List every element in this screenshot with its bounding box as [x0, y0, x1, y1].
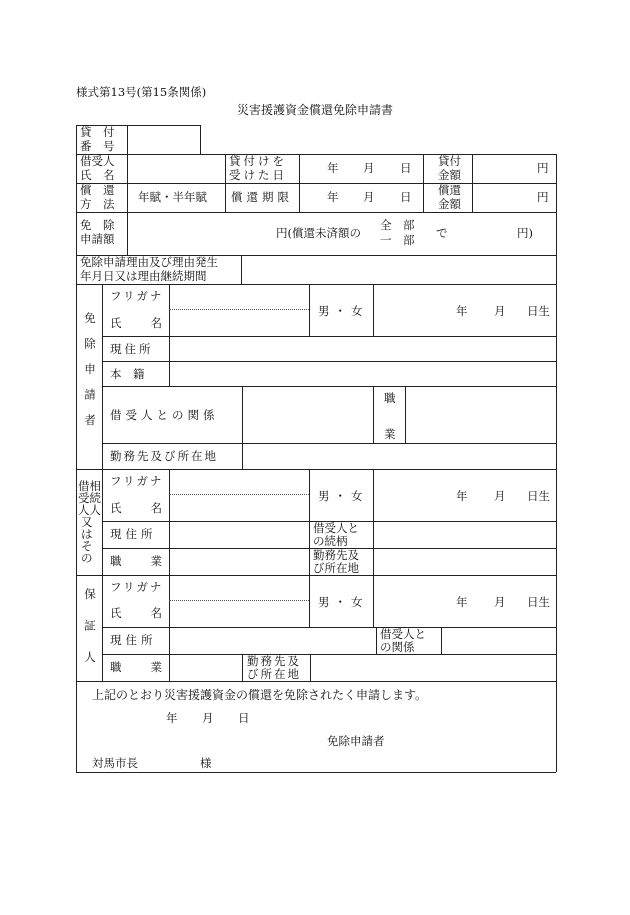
heir-side-6: そ: [81, 539, 93, 553]
heir-workplace-label-2: び所在地: [313, 561, 359, 575]
footer-month: 月: [202, 711, 214, 725]
applicant-birth-year: 年: [456, 304, 468, 318]
guarantor-job-label: 職 業: [110, 660, 164, 674]
heir-side-3: 人人: [78, 503, 101, 517]
heir-birth-day: 日生: [527, 489, 550, 503]
applicant-job-label: 職: [384, 391, 396, 405]
exempt-unpaid-text: 円(償還未済額の: [276, 226, 361, 240]
repay-deadline-label: 償還期限: [231, 190, 293, 204]
footer-year: 年: [166, 711, 178, 725]
repay-amount-yen: 円: [537, 190, 549, 204]
addressee-sama: 様: [200, 756, 212, 770]
repay-amount-label: 償還: [438, 183, 461, 197]
exempt-reason-field[interactable]: [242, 256, 555, 283]
exempt-yen-close: 円): [517, 226, 533, 240]
guarantor-address-label: 現住所: [110, 633, 157, 647]
loan-date-label: 貸付けを: [229, 154, 287, 168]
deadline-day: 日: [400, 190, 412, 204]
applicant-birth-day: 日生: [527, 304, 550, 318]
loan-amount-yen: 円: [537, 161, 549, 175]
guarantor-birth-month: 月: [494, 595, 506, 609]
guarantor-birth-year: 年: [456, 595, 468, 609]
repay-method-label: 償 還: [80, 183, 115, 197]
deadline-year: 年: [327, 190, 339, 204]
exempt-amount-label: 免 除: [80, 218, 115, 232]
heir-relation-label: 借受人と: [313, 521, 359, 535]
exempt-all-option[interactable]: 全 部: [380, 218, 415, 232]
heir-birth-month: 月: [494, 489, 506, 503]
guarantor-relation-label-2: の関係: [380, 640, 415, 654]
loan-number-field[interactable]: [128, 126, 199, 153]
footer-day: 日: [238, 711, 250, 725]
exempt-part-option[interactable]: 一 部: [380, 233, 415, 247]
heir-side-7: の: [81, 551, 93, 565]
applicant-furigana-label: フリガナ: [110, 289, 164, 303]
applicant-address-label: 現住所: [110, 342, 154, 356]
addressee: 対馬市長: [92, 756, 138, 770]
guarantor-side-label: 保証人: [83, 588, 97, 683]
loan-number-label: 貸 付: [80, 125, 115, 139]
repay-method-value[interactable]: 年賦・半年賦: [138, 190, 207, 204]
applicant-birth-month: 月: [494, 304, 506, 318]
heir-relation-label-2: の続柄: [313, 534, 348, 548]
heir-workplace-label: 勤務先及: [313, 548, 359, 562]
guarantor-workplace-label: 勤務先及: [247, 654, 301, 668]
applicant-name-label: 氏 名: [110, 316, 164, 330]
exempt-reason-label: 免除申請理由及び理由発生: [80, 255, 218, 269]
guarantor-birth-day: 日生: [527, 595, 550, 609]
heir-side-1: 借相: [78, 479, 101, 493]
applicant-side-label: 免除申請者: [83, 312, 97, 440]
exempt-amount-label-2: 申請額: [80, 232, 115, 246]
loan-amount-label-2: 金額: [438, 168, 461, 182]
borrower-name-field[interactable]: [128, 155, 224, 182]
form-title: 災害援護資金償還免除申請書: [236, 103, 393, 117]
repay-method-label-2: 方 法: [80, 197, 115, 211]
applicant-workplace-label: 勤務先及び所在地: [110, 449, 218, 463]
guarantor-workplace-label-2: び所在地: [247, 667, 301, 681]
guarantor-gender[interactable]: 男・女: [318, 595, 368, 609]
form-number: 様式第13号(第15条関係): [76, 85, 207, 99]
loan-number-label-2: 番 号: [80, 139, 115, 153]
heir-side-5: は: [81, 527, 93, 541]
repay-amount-label-2: 金額: [438, 197, 461, 211]
loan-date-year: 年: [327, 161, 339, 175]
deadline-month: 月: [363, 190, 375, 204]
footer-applicant-label: 免除申請者: [327, 734, 385, 748]
heir-address-label: 現住所: [110, 527, 157, 541]
heir-name-label: 氏 名: [110, 501, 164, 515]
heir-side-4: 又: [81, 515, 93, 529]
heir-job-label: 職 業: [110, 554, 164, 568]
borrower-name-label-2: 氏 名: [80, 168, 115, 182]
application-statement: 上記のとおり災害援護資金の償還を免除されたく申請します。: [92, 688, 428, 702]
heir-birth-year: 年: [456, 489, 468, 503]
heir-furigana-label: フリガナ: [110, 474, 164, 488]
exempt-reason-label-2: 年月日又は理由継続期間: [80, 269, 207, 283]
guarantor-furigana-label: フリガナ: [110, 580, 164, 594]
guarantor-relation-label: 借受人と: [380, 627, 426, 641]
borrower-name-label: 借受人: [80, 154, 115, 168]
guarantor-name-label: 氏 名: [110, 606, 164, 620]
loan-date-month: 月: [363, 161, 375, 175]
applicant-relation-label: 借受人との関係: [110, 408, 219, 422]
heir-gender[interactable]: 男・女: [318, 489, 368, 503]
applicant-job-label-2: 業: [384, 427, 396, 441]
loan-date-label-2: 受けた日: [229, 168, 287, 182]
applicant-gender[interactable]: 男・女: [318, 304, 368, 318]
exempt-de: で: [436, 226, 448, 240]
loan-date-day: 日: [400, 161, 412, 175]
loan-amount-label: 貸付: [438, 154, 461, 168]
heir-side-2: 受続: [78, 491, 101, 505]
applicant-domicile-label: 本 籍: [110, 367, 145, 381]
